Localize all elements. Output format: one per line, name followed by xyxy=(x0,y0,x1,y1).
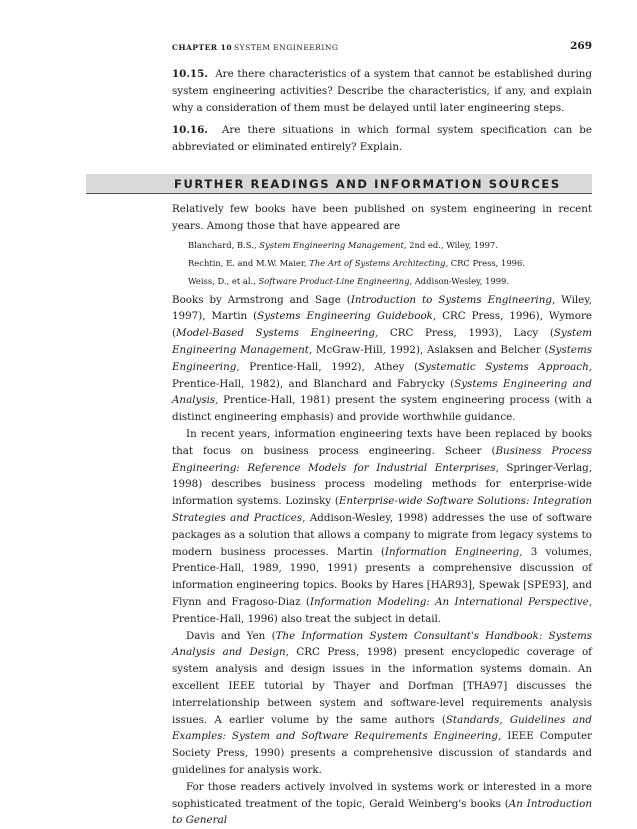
reference-item xyxy=(188,254,592,272)
paragraph-systems-analysis: Davis and Yen (The Information System Consultant's Handbook: Systems Analysis and Design, CRC Press, 1998) present encyclopedic coverage of system analysis and design issues in the information systems domain. An excellent IEEE tutorial by Thayer and Dorfman [THA97] discusses the interrelationship between system and software-level requirements analysis issues. A earlier volume by the same authors (Standards, Guidelines and Examples: System and Software Requirements Engineering, IEEE Computer Society Press, 1990) presents a comprehensive discussion of standards and guidelines for analysis work. xyxy=(172,629,592,776)
question-text: Are there situations in which formal system specification can be abbreviated or eliminated entirely? Explain. xyxy=(172,124,592,154)
intro-paragraph: Relatively few books have been published on system engineering in recent years. Among those that have appeared are xyxy=(172,203,592,232)
reference-item xyxy=(188,236,592,254)
paragraph-systems-books: Books by Armstrong and Sage (Introduction to Systems Engineering, Wiley, 1997), Martin (Systems Engineering Guidebook, CRC Press, 1996), Wymore (Model-Based Systems Engineering, CRC Press, 1993), Lacy (System Engineering Management, McGraw-Hill, 1992), Aslaksen and Belcher (Systems Engineering, Prentice-Hall, 1992), Athey (Systematic Systems Approach, Prentice-Hall, 1982), and Blanchard and Fabrycky (Systems Engineering and Analysis, Prentice-Hall, 1981) present the system engineering process (with a distinct engineering emphasis) and provide worthwhile guidance. xyxy=(172,293,593,424)
question-10-16 xyxy=(172,122,592,156)
question-10-15 xyxy=(172,66,592,116)
running-header xyxy=(172,40,592,54)
ref-authors: Rechtin, E. and M.W. Maier, xyxy=(188,257,310,268)
section-label: SYSTEM ENGINEERING xyxy=(234,43,339,52)
page-number: 269 xyxy=(570,40,592,52)
ref-publisher: Addison-Wesley, 1999. xyxy=(412,275,510,286)
ref-title: The Art of Systems Architecting, xyxy=(309,257,449,268)
paragraph-business-process: In recent years, information engineering texts have been replaced by books that focus on business process engineering. Scheer (Business Process Engineering: Reference Models for Industrial Enterprises, Springer-Verlag, 1998) describes business process modeling methods for enterprise-wide information systems. Lozinsky (Enterprise-wide Software Solutions: Integration Strategies and Practices, Addison-Wesley, 1998) addresses the use of software packages as a solution that allows a company to migrate from legacy systems to modern business processes. Martin (Information Engineering, 3 volumes, Prentice-Hall, 1989, 1990, 1991) presents a comprehensive discussion of information engineering topics. Books by Hares [HAR93], Spewak [SPE93], and Flynn and Fragoso-Diaz (Information Modeling: An International Perspective, Prentice-Hall, 1996) also treat the subject in detail. xyxy=(172,427,593,625)
ref-authors: Weiss, D., et al., xyxy=(188,275,259,286)
reference-list xyxy=(172,236,592,290)
questions-block xyxy=(172,66,592,162)
question-number: 10.15. xyxy=(172,68,208,80)
question-number: 10.16. xyxy=(172,124,208,137)
ref-authors: Blanchard, B.S., xyxy=(188,239,260,250)
further-readings-body xyxy=(172,201,592,829)
ref-publisher: CRC Press, 1996. xyxy=(448,257,525,268)
reference-item xyxy=(188,272,592,290)
paragraph-weinberg: For those readers actively involved in systems work or interested in a more sophisticated treatment of the topic, Gerald Weinberg's books (An Introduction to General xyxy=(172,780,592,827)
section-heading: FURTHER READINGS AND INFORMATION SOURCES xyxy=(174,177,561,191)
chapter-label: CHAPTER 10 xyxy=(172,43,233,52)
section-heading-rule xyxy=(86,193,592,194)
ref-title: Software Product-Line Engineering, xyxy=(258,275,413,286)
ref-title: System Engineering Management, xyxy=(259,239,407,250)
question-text: Are there characteristics of a system that cannot be established during system engineering activities? Describe the characteristics, if any, and explain why a consideration of them must be delayed until later engineering steps. xyxy=(172,68,592,114)
ref-publisher: 2nd ed., Wiley, 1997. xyxy=(406,239,498,250)
